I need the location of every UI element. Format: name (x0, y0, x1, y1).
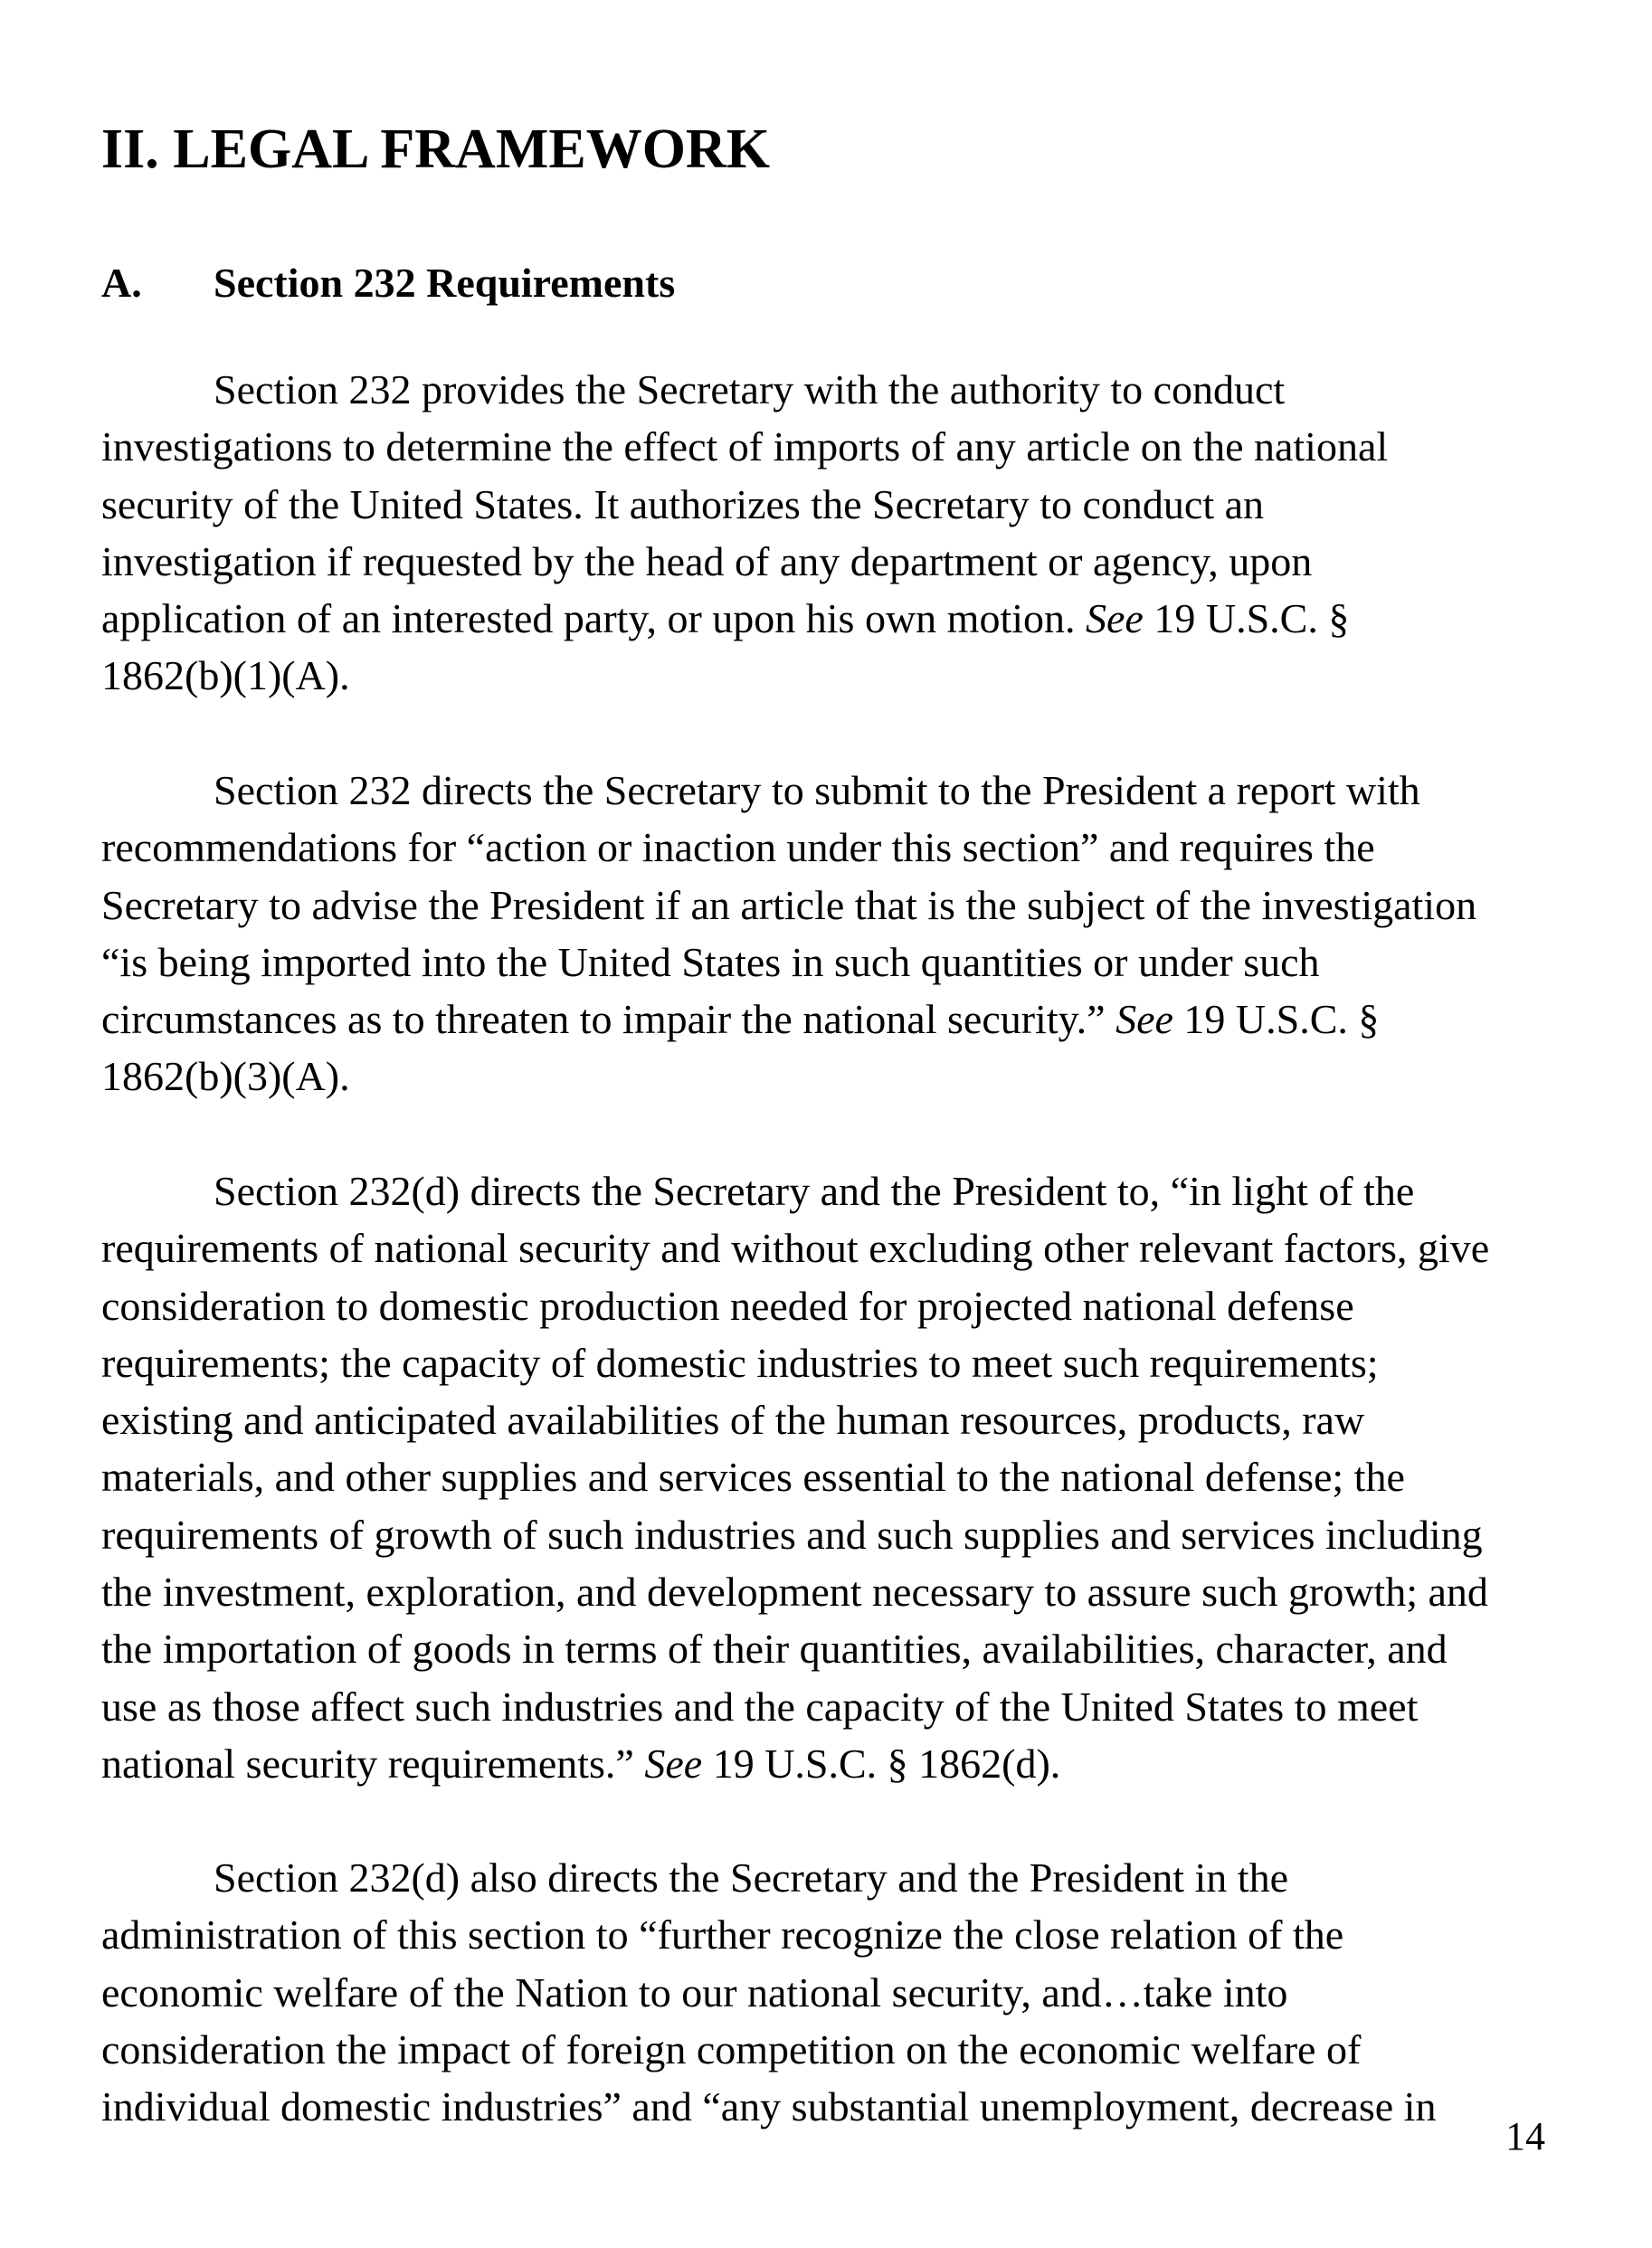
paragraph-line: the importation of goods in terms of their quantities, availabilities, character, and (101, 1626, 1448, 1673)
paragraph-line: Section 232 directs the Secretary to submit to the President a report with (214, 767, 1420, 813)
paragraph-line: requirements of national security and without excluding other relevant factors, give (101, 1225, 1490, 1272)
citation-text: 19 U.S.C. § (1143, 595, 1350, 642)
paragraph-line: requirements; the capacity of domestic industries to meet such requirements; (101, 1339, 1379, 1386)
paragraph-2 (101, 762, 1558, 1105)
paragraph-line: use as those affect such industries and the capacity of the United States to meet (101, 1683, 1419, 1730)
paragraph-line: Secretary to advise the President if an article that is the subject of the investigation (101, 881, 1477, 928)
paragraph-line (101, 991, 1558, 1048)
paragraph-line: Section 232(d) directs the Secretary and the President to, “in light of the (214, 1168, 1415, 1214)
paragraph-line: Section 232 provides the Secretary with the authority to conduct (214, 366, 1286, 413)
paragraph-line: the investment, exploration, and development necessary to assure such growth; and (101, 1569, 1488, 1616)
citation-signal: See (1116, 996, 1173, 1043)
paragraph-line: “is being imported into the United States in such quantities or under such (101, 938, 1320, 985)
paragraph-3 (101, 1162, 1558, 1792)
paragraph-line: Section 232(d) also directs the Secretary and the President in the (214, 1854, 1288, 1901)
section-heading: II. LEGAL FRAMEWORK (101, 119, 770, 180)
paragraph-line: investigation if requested by the head of any department or agency, upon (101, 537, 1313, 584)
page-number: 14 (1505, 2114, 1545, 2158)
line-text: circumstances as to threaten to impair the national security.” (101, 996, 1116, 1043)
paragraph-line: 1862(b)(3)(A). (101, 1053, 350, 1100)
paragraph-line: 1862(b)(1)(A). (101, 652, 350, 699)
paragraph-line (101, 590, 1558, 647)
paragraph-line: economic welfare of the Nation to our national security, and…take into (101, 1968, 1288, 2016)
paragraph-line: existing and anticipated availabilities of the human resources, products, raw (101, 1397, 1365, 1444)
paragraph-line: investigations to determine the effect of imports of any article on the national (101, 423, 1389, 470)
paragraph-line: administration of this section to “further recognize the close relation of the (101, 1911, 1344, 1959)
paragraph-line (101, 1735, 1558, 1792)
line-text: application of an interested party, or upon his own motion. (101, 595, 1087, 642)
citation-text: 19 U.S.C. § 1862(d). (702, 1740, 1061, 1787)
subsection-number: A. (101, 260, 142, 306)
paragraph-line: consideration the impact of foreign competition on the economic welfare of (101, 2025, 1362, 2073)
paragraph-line: recommendations for “action or inaction under this section” and requires the (101, 824, 1375, 871)
paragraph-4 (101, 1849, 1558, 2135)
paragraph-line: requirements of growth of such industries and such supplies and services including (101, 1511, 1483, 1558)
citation-text: 19 U.S.C. § (1173, 996, 1380, 1043)
subsection-title: Section 232 Requirements (214, 260, 676, 306)
citation-signal: See (644, 1740, 703, 1787)
paragraph-line: security of the United States. It authorizes the Secretary to conduct an (101, 480, 1265, 527)
citation-signal: See (1086, 595, 1144, 642)
paragraph-line: materials, and other supplies and services essential to the national defense; the (101, 1454, 1405, 1501)
subsection-heading (101, 262, 675, 304)
paragraph-line: individual domestic industries” and “any substantial unemployment, decrease in (101, 2083, 1437, 2130)
paragraph-line: consideration to domestic production needed for projected national defense (101, 1282, 1354, 1329)
line-text: national security requirements.” (101, 1740, 645, 1787)
paragraph-1 (101, 361, 1558, 705)
